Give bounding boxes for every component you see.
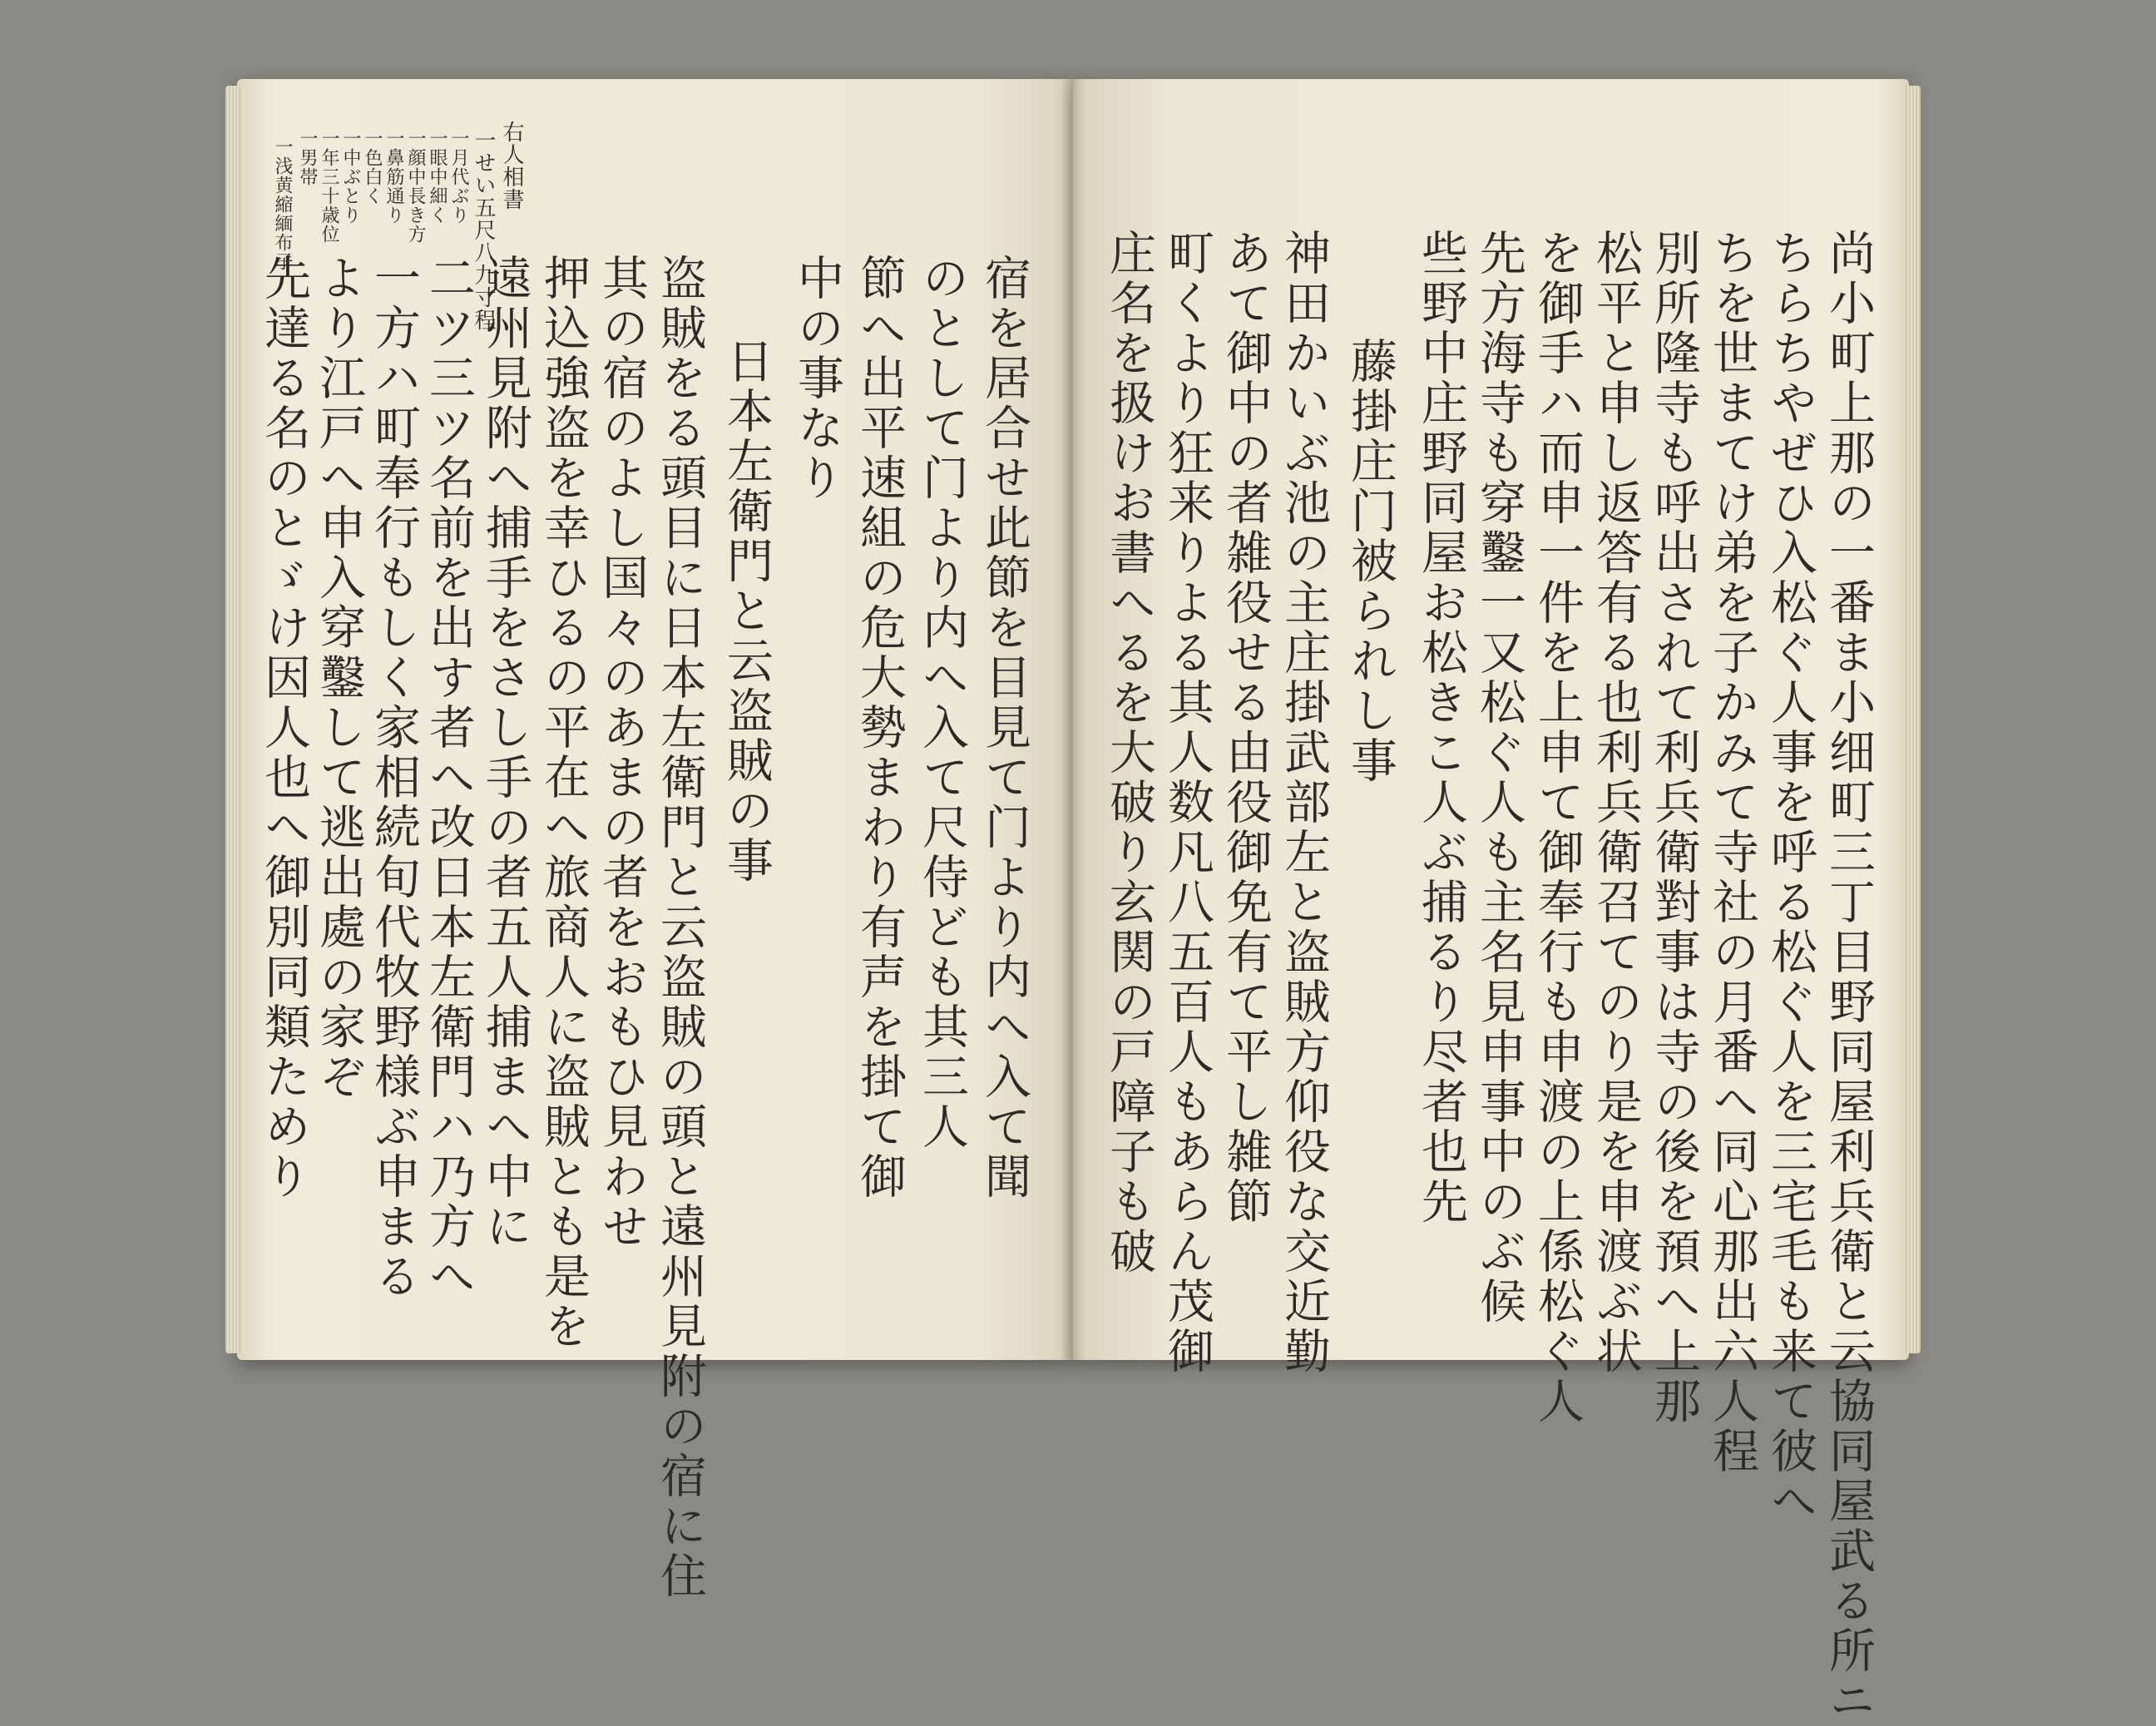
open-book: [237, 79, 1909, 1726]
section-heading: 日本左衛門と云盗賊の事: [719, 337, 774, 886]
note-line: 一月代ぶり: [448, 129, 469, 225]
text-column: 先達る名のとゞけ因人也へ御別同類ためり: [257, 254, 311, 1202]
text-column: 別所隆寺も呼出されて利兵衛對事は寺の後を預へ上那: [1647, 229, 1701, 1427]
page-edge: [1906, 86, 1921, 1353]
note-heading: 右人相書: [499, 121, 524, 210]
note-line: 一色白く: [362, 129, 383, 205]
text-column: 遠州見附へ捕手をさし手の者五人捕まへ中に: [478, 254, 532, 1252]
right-page: [1073, 79, 1909, 1726]
note-line: 一年三十歳位: [319, 129, 339, 244]
book-gutter: [1061, 79, 1085, 1360]
page-edge: [225, 86, 240, 1353]
text-column: より江戸へ申入穿鑿して逃出處の家ぞ: [312, 254, 366, 1102]
text-column: 盗賊をる頭目に日本左衛門と云盗賊の頭と遠州見附の宿に住: [653, 254, 707, 1601]
text-column: 二ツ三ツ名前を出す者へ改日本左衛門ハ乃方へ: [422, 254, 476, 1302]
text-column: 尚小町上那の一番ま小细町三丁目野同屋利兵衛と云協同屋武る所ニ: [1822, 229, 1876, 1726]
text-column: 松平と申し返答有る也利兵衛召てのり是を申渡ぶ状: [1589, 229, 1643, 1377]
note-line: 一鼻筋通り: [383, 129, 404, 225]
note-line: 一浅黄縮緬布子: [272, 137, 293, 271]
note-line: 一眼中細く: [427, 129, 448, 225]
text-column: 節へ出平速組の危大勢まわり有声を掛て御: [853, 254, 907, 1202]
text-column: ちを世まてけ弟を子かみて寺社の月番へ同心那出六人程: [1705, 229, 1759, 1476]
text-column: のとして门より内へ入て尺侍ども其三人: [915, 254, 969, 1152]
text-column: 一方ハ町奉行もしく家相続旬代牧野様ぶ申まる: [367, 254, 421, 1302]
left-page: [237, 79, 1073, 1601]
section-heading: 藤掛庄门被られし事: [1343, 337, 1397, 786]
text-column: 神田かいぶ池の主庄掛武部左と盗賊方仰役な交近勤: [1277, 229, 1331, 1377]
text-column: 些野中庄野同屋お松きこ人ぶ捕るり尽者也先: [1414, 229, 1468, 1227]
text-column: 庄名を扱けお書へるを大破り玄関の戸障子も破: [1102, 229, 1156, 1277]
text-column: あて御中の者雑役せる由役御免有て平し雑節: [1219, 229, 1273, 1227]
note-line: 一中ぶとり: [340, 129, 361, 225]
note-line: 一男帯: [297, 129, 318, 186]
text-column: を御手ハ而申一件を上申て御奉行も申渡の上係松ぐ人: [1530, 229, 1585, 1427]
text-column: 押込強盗を幸ひるの平在へ旅商人に盗賊とも是を: [537, 254, 591, 1352]
text-column: ちらちやぜひ入松ぐ人事を呼る松ぐ人を三宅毛も来て彼へ: [1763, 229, 1817, 1526]
text-column: 先方海寺も穿鑿一又松ぐ人も主名見申事中のぶ候: [1472, 229, 1526, 1327]
text-column: 中の事なり: [790, 254, 844, 503]
text-column: 町くより狂来りよる其人数凡八五百人もあらん茂御: [1160, 229, 1214, 1377]
text-column: 其の宿のよし国々のあまの者をおもひ見わせ: [595, 254, 649, 1252]
note-line: 一せい五尺八九寸程: [471, 129, 496, 331]
text-column: 宿を居合せ此節を目見て门より内へ入て聞: [977, 254, 1031, 1202]
note-line: 一顔中長き方: [405, 129, 426, 244]
